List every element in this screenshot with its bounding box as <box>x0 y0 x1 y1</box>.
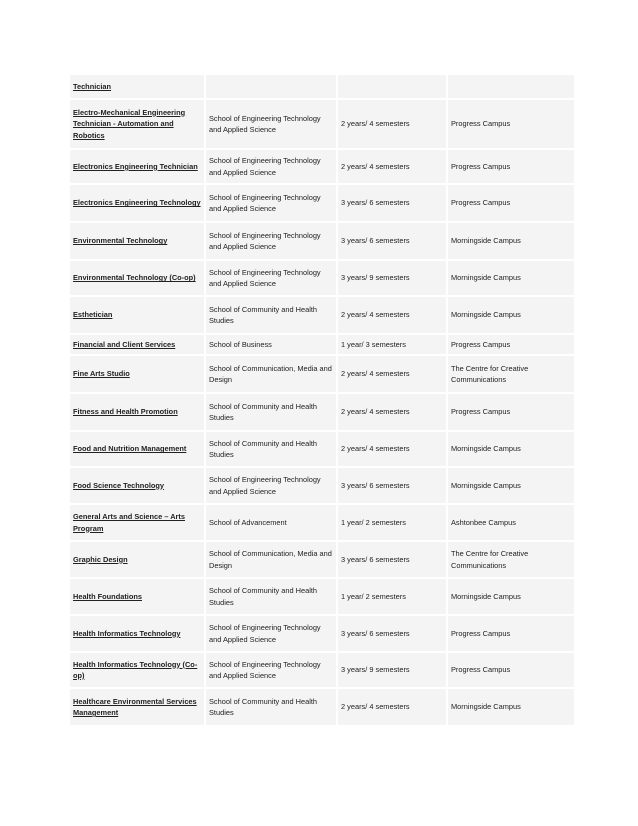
table-row <box>70 432 574 466</box>
program-name-cell[interactable]: Food and Nutrition Management <box>70 432 204 466</box>
table-row <box>70 616 574 651</box>
school-cell: School of Community and Health Studies <box>206 579 336 614</box>
program-name-cell[interactable]: Health Informatics Technology (Co-op) <box>70 653 204 687</box>
program-name-cell[interactable]: Health Foundations <box>70 579 204 614</box>
table-row <box>70 468 574 503</box>
campus-cell <box>448 75 574 98</box>
campus-cell: Progress Campus <box>448 616 574 651</box>
program-name-cell[interactable]: Environmental Technology (Co-op) <box>70 261 204 295</box>
table-row <box>70 505 574 540</box>
campus-cell: Progress Campus <box>448 185 574 221</box>
school-cell: School of Business <box>206 335 336 354</box>
campus-cell: Morningside Campus <box>448 432 574 466</box>
duration-cell: 2 years/ 4 semesters <box>338 394 446 430</box>
school-cell: School of Engineering Technology and Applied Science <box>206 468 336 503</box>
duration-cell: 2 years/ 4 semesters <box>338 432 446 466</box>
program-name-cell[interactable]: Technician <box>70 75 204 98</box>
table-row <box>70 150 574 183</box>
table-row <box>70 185 574 221</box>
program-table-body <box>70 75 574 725</box>
school-cell: School of Community and Health Studies <box>206 297 336 333</box>
campus-cell: Progress Campus <box>448 100 574 148</box>
duration-cell: 2 years/ 4 semesters <box>338 150 446 183</box>
campus-cell: Progress Campus <box>448 335 574 354</box>
school-cell <box>206 75 336 98</box>
program-name-cell[interactable]: Environmental Technology <box>70 223 204 259</box>
program-name-cell[interactable]: Food Science Technology <box>70 468 204 503</box>
school-cell: School of Engineering Technology and Applied Science <box>206 185 336 221</box>
duration-cell: 2 years/ 4 semesters <box>338 689 446 725</box>
duration-cell: 3 years/ 9 semesters <box>338 653 446 687</box>
table-row <box>70 261 574 295</box>
school-cell: School of Community and Health Studies <box>206 394 336 430</box>
table-row <box>70 335 574 354</box>
program-name-cell[interactable]: Health Informatics Technology <box>70 616 204 651</box>
table-row <box>70 653 574 687</box>
campus-cell: Morningside Campus <box>448 223 574 259</box>
campus-cell: Morningside Campus <box>448 468 574 503</box>
table-row <box>70 689 574 725</box>
school-cell: School of Advancement <box>206 505 336 540</box>
campus-cell: Progress Campus <box>448 653 574 687</box>
program-name-cell[interactable]: Fine Arts Studio <box>70 356 204 392</box>
program-name-cell[interactable]: Electronics Engineering Technology <box>70 185 204 221</box>
program-name-cell[interactable]: General Arts and Science – Arts Program <box>70 505 204 540</box>
school-cell: School of Engineering Technology and Applied Science <box>206 100 336 148</box>
duration-cell: 3 years/ 9 semesters <box>338 261 446 295</box>
campus-cell: Progress Campus <box>448 150 574 183</box>
program-name-cell[interactable]: Financial and Client Services <box>70 335 204 354</box>
table-row <box>70 579 574 614</box>
program-name-cell[interactable]: Electronics Engineering Technician <box>70 150 204 183</box>
program-name-cell[interactable]: Graphic Design <box>70 542 204 577</box>
school-cell: School of Engineering Technology and Applied Science <box>206 150 336 183</box>
duration-cell: 2 years/ 4 semesters <box>338 297 446 333</box>
campus-cell: Morningside Campus <box>448 579 574 614</box>
duration-cell <box>338 75 446 98</box>
school-cell: School of Community and Health Studies <box>206 689 336 725</box>
campus-cell: Progress Campus <box>448 394 574 430</box>
school-cell: School of Engineering Technology and Applied Science <box>206 616 336 651</box>
duration-cell: 2 years/ 4 semesters <box>338 356 446 392</box>
program-name-cell[interactable]: Healthcare Environmental Services Management <box>70 689 204 725</box>
duration-cell: 3 years/ 6 semesters <box>338 542 446 577</box>
campus-cell: Morningside Campus <box>448 689 574 725</box>
campus-cell: Morningside Campus <box>448 297 574 333</box>
table-row <box>70 75 574 98</box>
school-cell: School of Engineering Technology and Applied Science <box>206 223 336 259</box>
duration-cell: 1 year/ 2 semesters <box>338 505 446 540</box>
program-name-cell[interactable]: Esthetician <box>70 297 204 333</box>
duration-cell: 1 year/ 2 semesters <box>338 579 446 614</box>
campus-cell: The Centre for Creative Communications <box>448 356 574 392</box>
campus-cell: The Centre for Creative Communications <box>448 542 574 577</box>
school-cell: School of Engineering Technology and Applied Science <box>206 653 336 687</box>
program-name-cell[interactable]: Fitness and Health Promotion <box>70 394 204 430</box>
school-cell: School of Communication, Media and Design <box>206 356 336 392</box>
duration-cell: 1 year/ 3 semesters <box>338 335 446 354</box>
table-row <box>70 297 574 333</box>
program-table-container <box>68 73 568 727</box>
campus-cell: Morningside Campus <box>448 261 574 295</box>
table-row <box>70 356 574 392</box>
duration-cell: 2 years/ 4 semesters <box>338 100 446 148</box>
program-name-cell[interactable]: Electro-Mechanical Engineering Technician - Automation and Robotics <box>70 100 204 148</box>
table-row <box>70 542 574 577</box>
table-row <box>70 100 574 148</box>
table-row <box>70 223 574 259</box>
school-cell: School of Communication, Media and Design <box>206 542 336 577</box>
school-cell: School of Community and Health Studies <box>206 432 336 466</box>
duration-cell: 3 years/ 6 semesters <box>338 185 446 221</box>
table-row <box>70 394 574 430</box>
duration-cell: 3 years/ 6 semesters <box>338 616 446 651</box>
program-table <box>68 73 576 727</box>
duration-cell: 3 years/ 6 semesters <box>338 468 446 503</box>
duration-cell: 3 years/ 6 semesters <box>338 223 446 259</box>
campus-cell: Ashtonbee Campus <box>448 505 574 540</box>
school-cell: School of Engineering Technology and Applied Science <box>206 261 336 295</box>
